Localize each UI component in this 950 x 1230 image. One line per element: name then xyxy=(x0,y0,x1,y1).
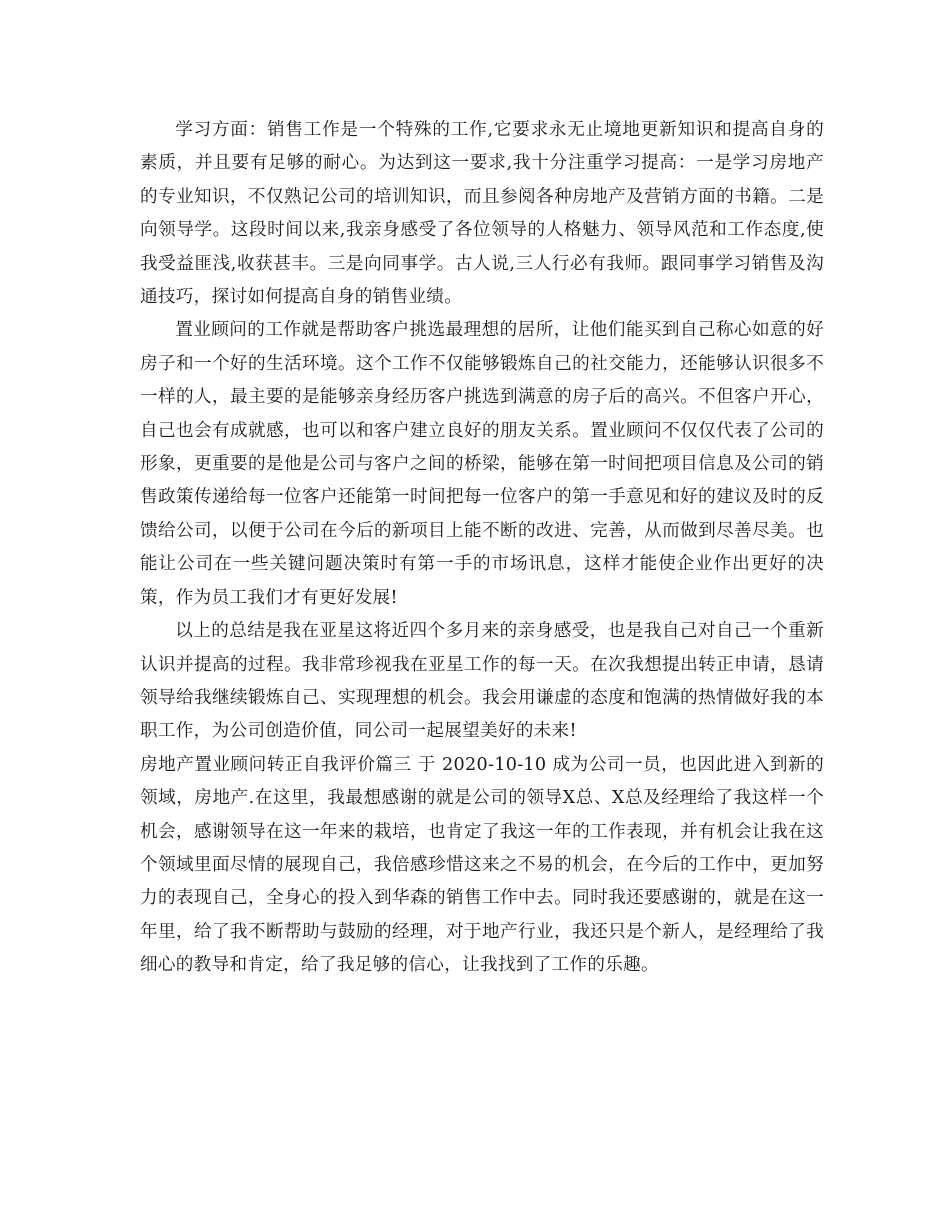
paragraph-consultant-role: 置业顾问的工作就是帮助客户挑选最理想的居所，让他们能买到自己称心如意的好房子和一个好的生活环境。这个工作不仅能够锻炼自己的社交能力，还能够认识很多不一样的人，最主要的是能够亲身经历客户挑选到满意的房子后的高兴。不但客户开心，自己也会有成就感，也可以和客户建立良好的朋友关系。置业顾问不仅仅代表了公司的形象，更重要的是他是公司与客户之间的桥梁，能够在第一时间把项目信息及公司的销售政策传递给每一位客户还能第一时间把每一位客户的第一手意见和好的建议及时的反馈给公司，以便于公司在今后的新项目上能不断的改进、完善，从而做到尽善尽美。也能让公司在一些关键问题决策时有第一手的市场讯息，这样才能使企业作出更好的决策，作为员工我们才有更好发展! xyxy=(140,320,824,608)
document-body xyxy=(140,114,824,983)
paragraph-summary: 以上的总结是我在亚星这将近四个多月来的亲身感受，也是我自己对自己一个重新认识并提高的过程。我非常珍视我在亚星工作的每一天。在次我想提出转正申请，恳请领导给我继续锻炼自己、实现理想的机会。我会用谦虚的态度和饱满的热情做好我的本职工作，为公司创造价值，同公司一起展望美好的未来! xyxy=(140,621,824,742)
section-title: 房地产置业顾问转正自我评价篇三 xyxy=(140,754,412,775)
section-three xyxy=(140,749,824,983)
section-text: 于 2020-10-10 成为公司一员，也因此进入到新的领域，房地产.在这里，我最想感谢的就是公司的领导X总、X总及经理给了我这样一个机会，感谢领导在这一年来的栽培，也肯定了我这一年的工作表现，并有机会让我在这个领域里面尽情的展现自己，我倍感珍惜这来之不易的机会，在今后的工作中，更加努力的表现自己，全身心的投入到华森的销售工作中去。同时我还要感谢的，就是在这一年里，给了我不断帮助与鼓励的经理，对于地产行业，我还只是个新人，是经理给了我细心的教导和肯定，给了我足够的信心，让我找到了工作的乐趣。 xyxy=(140,754,824,976)
paragraph-study: 学习方面：销售工作是一个特殊的工作,它要求永无止境地更新知识和提高自身的素质，并且要有足够的耐心。为达到这一要求,我十分注重学习提高：一是学习房地产的专业知识，不仅熟记公司的培训知识，而且参阅各种房地产及营销方面的书籍。二是向领导学。这段时间以来,我亲身感受了各位领导的人格魅力、领导风范和工作态度,使我受益匪浅,收获甚丰。三是向同事学。古人说,三人行必有我师。跟同事学习销售及沟通技巧，探讨如何提高自身的销售业绩。 xyxy=(140,120,824,308)
